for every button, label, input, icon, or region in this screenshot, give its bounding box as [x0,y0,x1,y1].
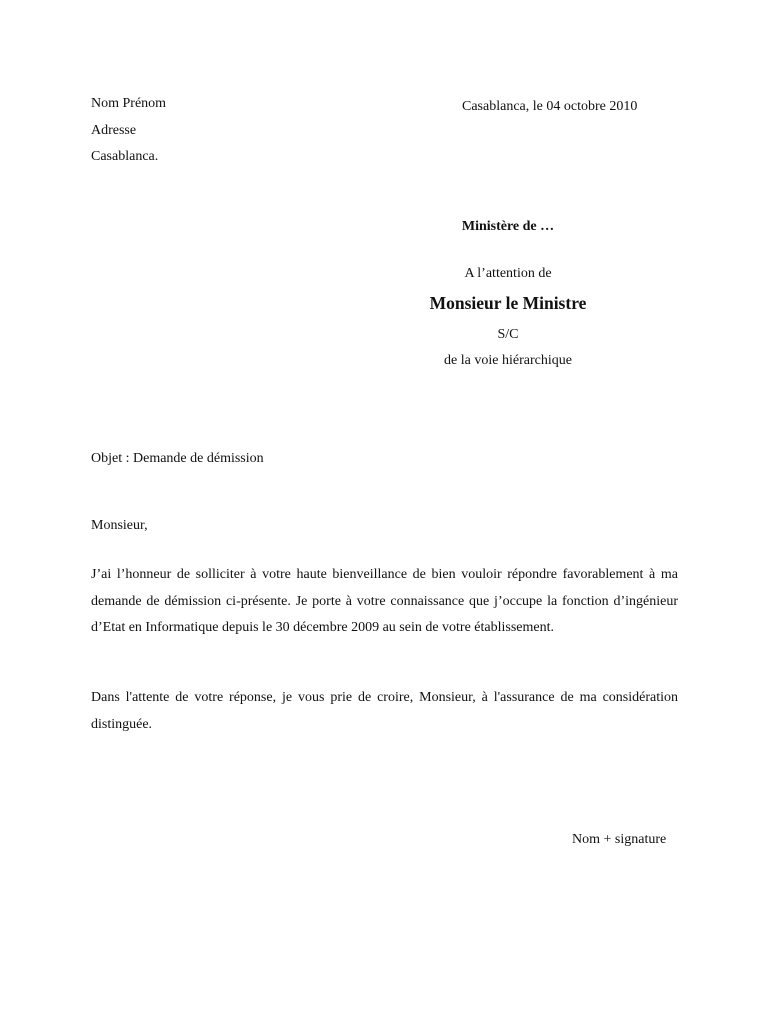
body-paragraph-1: J’ai l’honneur de solliciter à votre haute bienveillance de bien vouloir répondre favorablement à ma demande de démission ci-présente. Je porte à votre connaissance que j’occupe la fonction d’ingénieur d’Etat en Informatique depuis le 30 décembre 2009 au sein de votre établissement. [91,567,678,635]
recipient-channel: de la voie hiérarchique [444,353,572,368]
recipient-ministry: Ministère de … [461,219,555,234]
sender-name: Nom Prénom [91,96,167,111]
sender-city: Casablanca. [91,149,159,164]
sender-address: Adresse [91,122,137,138]
recipient-attention: A l’attention de [464,266,552,281]
letter-salutation: Monsieur, [91,518,148,533]
letter-subject: Objet : Demande de démission [91,451,264,466]
recipient-title: Monsieur le Ministre [429,293,587,313]
signature-line: Nom + signature [572,832,667,847]
letter-date: Casablanca, le 04 octobre 2010 [462,99,638,114]
recipient-sc: S/C [497,327,519,342]
sender-block [91,91,166,171]
body-paragraph-2: Dans l'attente de votre réponse, je vous prie de croire, Monsieur, à l'assurance de ma considération distinguée. [91,690,678,732]
